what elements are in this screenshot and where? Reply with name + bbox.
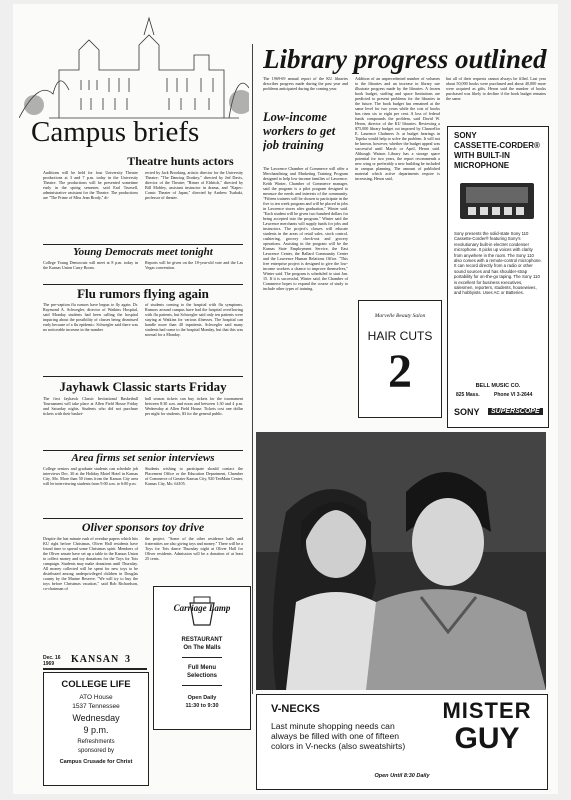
mister-guy-logo-1: MISTER [442,698,532,723]
young-dems-col2: Reports will be given on the 18-year-old vote and the Las Vegas convention. [145,260,243,270]
sony-title4: MICROPHONE [454,161,510,170]
newspaper-page [13,4,558,794]
lowincome-headline: Low-income workers to get job training [263,110,336,152]
carriage-line2: On The Malls [183,645,221,651]
sony-store: BELL MUSIC CO. [475,383,521,389]
young-dems-col1: College Young Democrats will meet at 8 p.m. today in the Kansas Union Curry Room. [43,260,138,270]
oliver-col2: the project. "Some of the other residence halls and fraternities are also giving toys and money." There will be a Toys for Tots dance Thursday night at Oliver Hall for Oliver residents. Admission will be a donation of at least 25 cents. [145,536,243,561]
sony-address: 825 Mass. [456,392,480,398]
carriage-lamp-logo: Carriage Lamp [173,603,231,613]
carriage-lamp-ad [153,586,251,730]
sony-title3: WITH BUILT-IN [454,151,510,160]
jayhawk-col2: ball season tickets can buy tickets for the tournament between 8:30 a.m. and noon and between 1:30 and 4 p.m. Wednesday at Allen Field House. Tickets cost one dollar per night for students, $3 for the general public. [145,396,243,416]
folio-date2: 1969 [43,661,55,667]
campus-building-illustration [19,10,249,122]
oliver-headline: Oliver sponsors toy drive [81,520,205,534]
vnecks-title: V-NECKS [271,703,320,715]
folio-date1: Dec. 16 [43,655,61,661]
campus-briefs-title: Campus briefs [31,116,200,148]
vnecks-hours: Open Until 8:30 Daily [374,773,430,779]
sony-body: Sony presents the solid-state Sony 110 Cassette-Corder® featuring Sony's revolutionary built-in electret condenser microphone. It picks up voices with clarity from anywhere in the room. The Sony 110 also comes with a remote-control microphone. It can record directly from a radio or other sound sources and has shoulder-strap portability for on-the-go taping. The Sony 110 is excellent for business executives, salesmen, reporters, students, housewives, and hobbyists. Uses AC or Batteries. [454,231,542,296]
area-firms-headline: Area firms set senior interviews [71,452,215,464]
library-col1: The 1969-69 annual report of the KU libraries describes progress made during the past year and problems anticipated during the coming year. [263,76,348,91]
sony-phone: Phone VI 3-2644 [494,392,533,398]
vnecks-ad [256,694,548,790]
college-life-line2: 1537 Tennessee [72,703,120,710]
carriage-line5: Open Daily [187,695,217,701]
oliver-col1: Despite the last minute rush of overdue papers which hits KU right before Christmas, Oliver Hall residents have found time to spread some Christmas spirit. Members of the Oliver senate have set up a table in the Kansas Union to collect money and toy donations for the Toys for Tots campaign. Students may make donations until Thursday. All money collected will be spent for new toys to be distributed among underprivileged children in Douglas county by the Marine Reserve. "We will try to buy the toys before Christmas vacation," said Bob Richardson, co-chairman of [43,536,138,591]
sony-brand: SONY [454,407,480,417]
theatre-text-col2: rected by Jack Brooking, artistic director for the University Theatre; "The Dancing Donkey," directed by Jed Davis, director of the Theatre; "Rimer of Eldritch," directed by Bill Mobley, assistant instructor in drama, and "Kapec: Comic Theater of Japan," directed by Andrew Tsubaki, professor of theater. [145,170,243,200]
carriage-line4: Selections [186,673,217,679]
sony-title1: SONY [454,131,477,140]
couple-photo [256,432,546,690]
jayhawk-col1: The first Jayhawk Classic Invitational Basketball Tournament will take place at Allen Field House Friday and Saturday nights. Students who did not purchase tickets with their basket- [43,396,138,416]
folio-paper: KANSAN [71,654,120,665]
flu-col2: of students coming to the hospital with flu symptoms. Rumors around campus have had the hospital overflowing with flu patients, but Schwegler said only ten patients were staying at Watkins for various illnesses. The hospital can handle more than 40 inpatients. Schwegler said many students had come to the hospital Monday, but that this was normal for a Monday. [145,302,243,337]
theatre-headline: Theatre hunts actors [127,154,234,168]
theatre-text-col1: Auditions will be held for four University Theatre productions at 3 and 7 p.m. today in the University Theatre. The productions will be presented sometime early in the spring semester, said Earl Truesell, administrative assistant for the Theatre. The productions are "The Prime of Miss Jean Brody," di- [43,170,138,200]
library-col2: Addition of an unprecedented number of volumes to the libraries and an increase in library use illustrate progress made by the libraries. A frozen book budget, staffing and space limitations are predicted to present problems for the libraries in the future. The book budget has remained at the same level for two years while the cost of books has risen six to eight per cent. A loss of federal funds compounds the problem, said David W. Heron, director of the KU libraries. Reviewing a $75,000 library budget cut imposed by Chancellor E. Laurence Chalmers Jr. at budget hearings in Topeka would help to solve the problem. It will not be known, however, whether the budget appeal was successful until March or April, Heron said. Although Watson Library has a storage space potential for two years, the report recommends a new wing or preferably a new building be included in campus planning. The amount of published material which active departments require is increasing, Heron said, [355,76,440,181]
carriage-line1: RESTAURANT [181,637,223,643]
haircut-price: 2 [388,345,412,398]
young-dems-headline: Young Democrats meet tonight [73,246,213,258]
jayhawk-headline: Jayhawk Classic starts Friday [59,379,227,394]
library-headline: Library progress outlined [263,44,547,74]
vnecks-body: Last minute shopping needs can always be filled with one of fifteen colors in V-necks (also sweatshirts) [271,721,406,751]
college-life-ad [43,672,149,786]
library-col3: but all of their requests cannot always be filled. Last year about 50,000 books were purchased and about 40,000 more were acquired as gifts. Heron said the number of books purchased was likely to decline if the book budget remains the same. [446,76,546,101]
college-life-title: COLLEGE LIFE [61,679,131,690]
carriage-line6: 11:30 to 9:30 [185,703,219,709]
mister-guy-logo-2: GUY [454,722,520,755]
hair-cuts-ad [358,300,442,418]
sony-title2: CASSETTE-CORDER® [454,141,540,150]
carriage-line3: Full Menu [188,665,216,671]
college-life-line7: Campus Crusade for Christ [59,759,133,765]
college-life-line1: ATO House [79,694,113,701]
college-life-line3: Wednesday [72,713,120,723]
area-firms-col1: College seniors and graduate students can schedule job interviews Dec. 30 at the Holiday Motel Hotel in Kansas City, Mo. More than 50 firms from the Kansas City area will be interviewing students from 9:00 a.m. to 6:00 p.m. [43,466,138,486]
folio-page: 3 [125,654,130,665]
college-life-line6: sponsored by [77,748,115,754]
cassette-recorder-image [454,177,540,225]
area-firms-col2: Students wishing to participate should contact the Placement Office or the Education Department, Chamber of Commerce of Greater Kansas City, 920 TenMain Center, Kansas City, Mo. 64105. [145,466,243,486]
sony-ad [447,126,549,428]
lowincome-col1: The Lawrence Chamber of Commerce will offer a Merchandising and Marketing Training Program designed to help low-income families of Lawrence. Keith Winter, Chamber of Commerce manager, said the program is a pilot program designed to measure the needs and interests of the community. "Fifteen trainees will be chosen to participate in the five to ten week program and will be placed in jobs in Lawrence stores after graduation," Winter said. "Each student will be given two hundred dollars for being accepted into the program." Winter said the Lawrence merchants will supply funds for jobs and instructors. The project's classes will educate students in the areas of retail sales, stock control, cashiering, grocery check-out and grocery operations. Assisting in the program will be the Kansas State Employment Service, the East Lawrence Center, the Ballard Community Center and the Lawrence Human Relations Office. "This free enterprise project is designed to give the low-income workers a chance to improve themselves," Winter said. The program is scheduled to start Jan. 15. If it is successful, Winter said, the Chamber of Commerce hopes to expand the course of study to include other types of training. [263,166,348,291]
sony-tag: SUPERSCOPE [488,408,543,415]
haircut-salon: Marvelle Beauty Salon [374,313,426,319]
college-life-line5: Refreshments [77,739,115,745]
flu-col1: The pre-vaption flu rumors have begun to fly again. Dr. Raymond A. Schwegler, director of Watkins Hospital, said Monday students had been calling the hospital inquiring about the possibility of classes being dismissed early because of a flu epidemic. Schwegler said there was no noticeable increase in the number [43,302,138,332]
college-life-line4: 9 p.m. [83,725,109,735]
flu-headline: Flu rumors flying again [77,286,209,301]
haircut-title: HAIR CUTS [367,329,433,343]
